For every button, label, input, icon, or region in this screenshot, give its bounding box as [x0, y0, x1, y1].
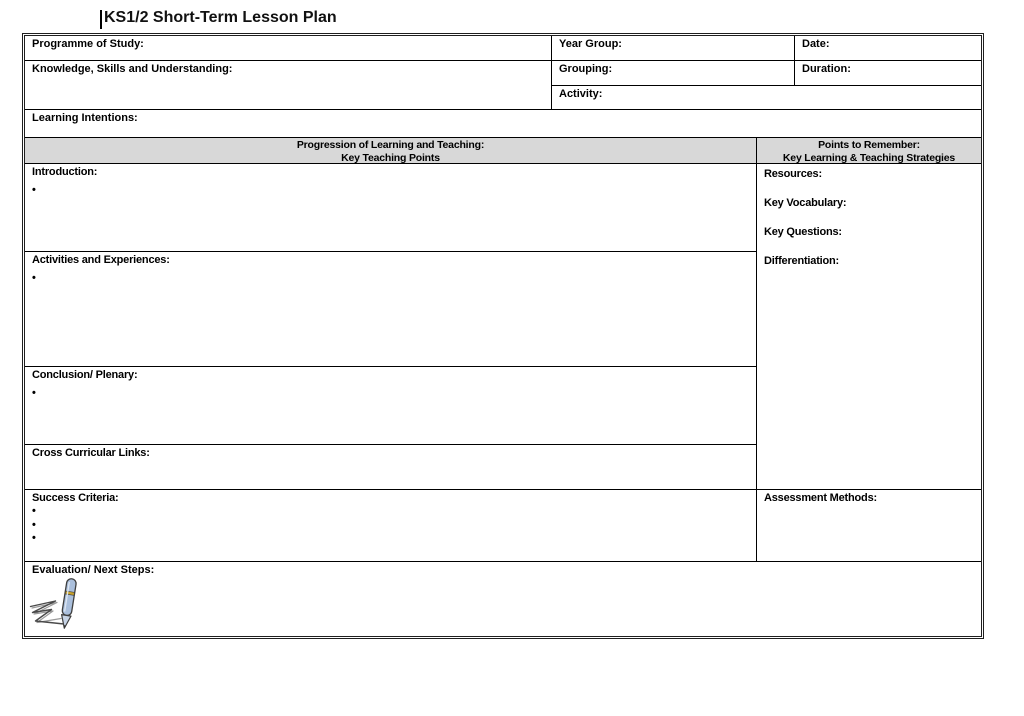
introduction-label: Introduction:	[32, 166, 98, 178]
pen-writing-icon	[28, 576, 84, 634]
text-cursor	[100, 10, 102, 29]
assessment-methods-cell[interactable]	[757, 490, 981, 562]
resources-label: Resources:	[764, 168, 822, 180]
learning-intentions-cell[interactable]	[25, 110, 981, 138]
learning-intentions-label: Learning Intentions:	[32, 112, 138, 124]
points-header-line2: Key Learning & Teaching Strategies	[782, 151, 956, 164]
points-to-remember-content-cell[interactable]	[757, 164, 981, 490]
success-criteria-bullet-3: •	[32, 532, 36, 544]
conclusion-plenary-label: Conclusion/ Plenary:	[32, 369, 138, 381]
conclusion-bullet: •	[32, 387, 36, 399]
points-to-remember-header-cell	[757, 138, 981, 164]
year-group-cell[interactable]	[552, 36, 795, 61]
progression-header-line2: Key Teaching Points	[341, 151, 440, 164]
activity-cell[interactable]	[552, 86, 981, 110]
date-cell[interactable]	[795, 36, 981, 61]
cross-curricular-links-cell[interactable]	[25, 445, 757, 490]
progression-header-line1: Progression of Learning and Teaching:	[296, 139, 485, 151]
differentiation-label: Differentiation:	[764, 255, 840, 267]
success-criteria-cell[interactable]	[25, 490, 757, 562]
grouping-cell[interactable]	[552, 61, 795, 86]
points-header-line1: Points to Remember:	[818, 139, 920, 151]
date-label: Date:	[802, 38, 830, 50]
knowledge-skills-cell[interactable]	[25, 61, 552, 110]
activity-label: Activity:	[559, 88, 603, 100]
duration-label: Duration:	[802, 63, 851, 75]
duration-cell[interactable]	[795, 61, 981, 86]
conclusion-plenary-cell[interactable]	[25, 367, 757, 445]
assessment-methods-label: Assessment Methods:	[764, 492, 877, 504]
key-questions-label: Key Questions:	[764, 226, 842, 238]
year-group-label: Year Group:	[559, 38, 622, 50]
page-title: KS1/2 Short-Term Lesson Plan	[104, 9, 337, 26]
key-vocabulary-label: Key Vocabulary:	[764, 197, 847, 209]
grouping-label: Grouping:	[559, 63, 613, 75]
evaluation-next-steps-label: Evaluation/ Next Steps:	[32, 564, 155, 576]
introduction-cell[interactable]	[25, 164, 757, 252]
programme-of-study-cell[interactable]	[25, 36, 552, 61]
cross-curricular-links-label: Cross Curricular Links:	[32, 447, 150, 459]
lesson-plan-table	[22, 33, 984, 639]
activities-label: Activities and Experiences:	[32, 254, 170, 266]
introduction-bullet: •	[32, 184, 36, 196]
success-criteria-bullet-2: •	[32, 518, 36, 531]
knowledge-skills-label: Knowledge, Skills and Understanding:	[32, 63, 233, 75]
programme-of-study-label: Programme of Study:	[32, 38, 144, 50]
success-criteria-bullet-1: •	[32, 505, 36, 517]
evaluation-next-steps-cell[interactable]	[25, 562, 981, 636]
success-criteria-label: Success Criteria:	[32, 492, 119, 504]
activities-cell[interactable]	[25, 252, 757, 367]
progression-header-cell	[25, 138, 757, 164]
activities-bullet: •	[32, 272, 36, 284]
